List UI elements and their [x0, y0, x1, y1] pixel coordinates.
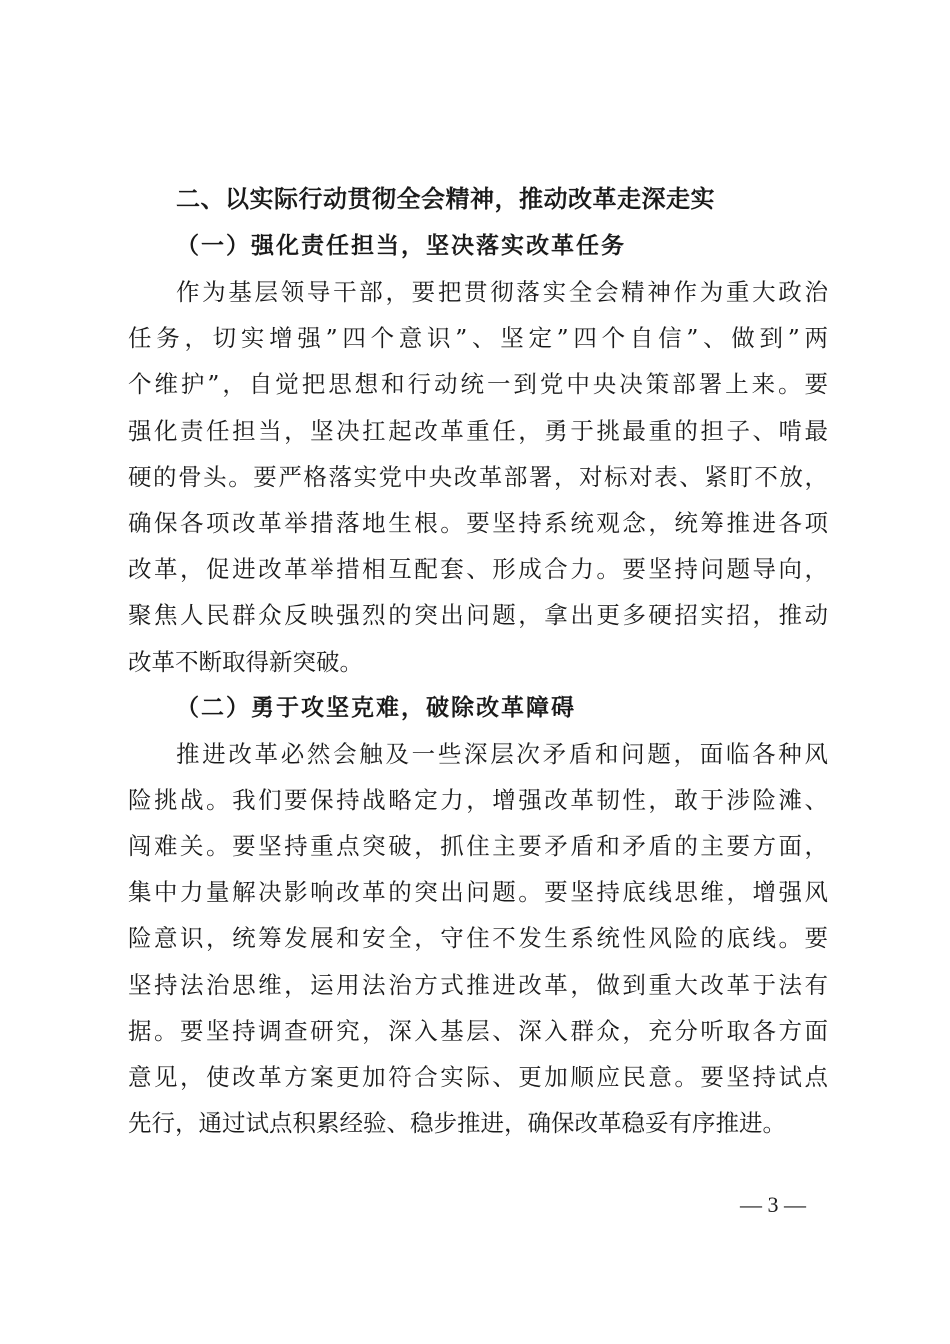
page-number: — 3 —	[740, 1192, 806, 1217]
paragraph-line: 个维护”，自觉把思想和行动统一到党中央决策部署上来。要	[128, 370, 828, 399]
subsection-heading-1: （一）强化责任担当，坚决落实改革任务	[176, 232, 626, 259]
document-body	[128, 175, 828, 1146]
paragraph-1	[128, 269, 828, 685]
paragraph-line: 作为基层领导干部，要把贯彻落实全会精神作为重大政治	[176, 278, 828, 306]
paragraph-line: 意见，使改革方案更加符合实际、更加顺应民意。要坚持试点	[128, 1063, 828, 1091]
paragraph-line: 改革，促进改革举措相互配套、形成合力。要坚持问题导向，	[128, 555, 828, 584]
paragraph-line: 改革不断取得新突破。	[128, 647, 363, 676]
paragraph-line: 坚持法治思维，运用法治方式推进改革，做到重大改革于法有	[128, 970, 828, 999]
paragraph-line: 聚焦人民群众反映强烈的突出问题，拿出更多硬招实招，推动	[128, 601, 828, 630]
paragraph-line: 先行，通过试点积累经验、稳步推进，确保改革稳妥有序推进。	[128, 1109, 786, 1138]
paragraph-line: 确保各项改革举措落地生根。要坚持系统观念，统筹推进各项	[128, 508, 828, 537]
paragraph-line: 硬的骨头。要严格落实党中央改革部署，对标对表、紧盯不放，	[128, 462, 828, 491]
subsection-heading-2: （二）勇于攻坚克难，破除改革障碍	[176, 693, 576, 721]
paragraph-2	[128, 731, 828, 1147]
paragraph-line: 据。要坚持调查研究，深入基层、深入群众，充分听取各方面	[128, 1016, 828, 1045]
paragraph-line: 集中力量解决影响改革的突出问题。要坚持底线思维，增强风	[128, 878, 828, 907]
paragraph-line: 险意识，统筹发展和安全，守住不发生系统性风险的底线。要	[128, 924, 828, 953]
paragraph-line: 推进改革必然会触及一些深层次矛盾和问题，面临各种风	[176, 739, 828, 768]
section-heading: 二、以实际行动贯彻全会精神，推动改革走深走实	[176, 185, 715, 213]
paragraph-line: 闯难关。要坚持重点突破，抓住主要矛盾和矛盾的主要方面，	[128, 832, 828, 861]
paragraph-line: 险挑战。我们要保持战略定力，增强改革韧性，敢于涉险滩、	[128, 785, 828, 814]
paragraph-line: 任务，切实增强”四个意识”、坚定”四个自信”、做到”两	[128, 324, 828, 353]
paragraph-line: 强化责任担当，坚决扛起改革重任，勇于挑最重的担子、啃最	[128, 416, 828, 445]
